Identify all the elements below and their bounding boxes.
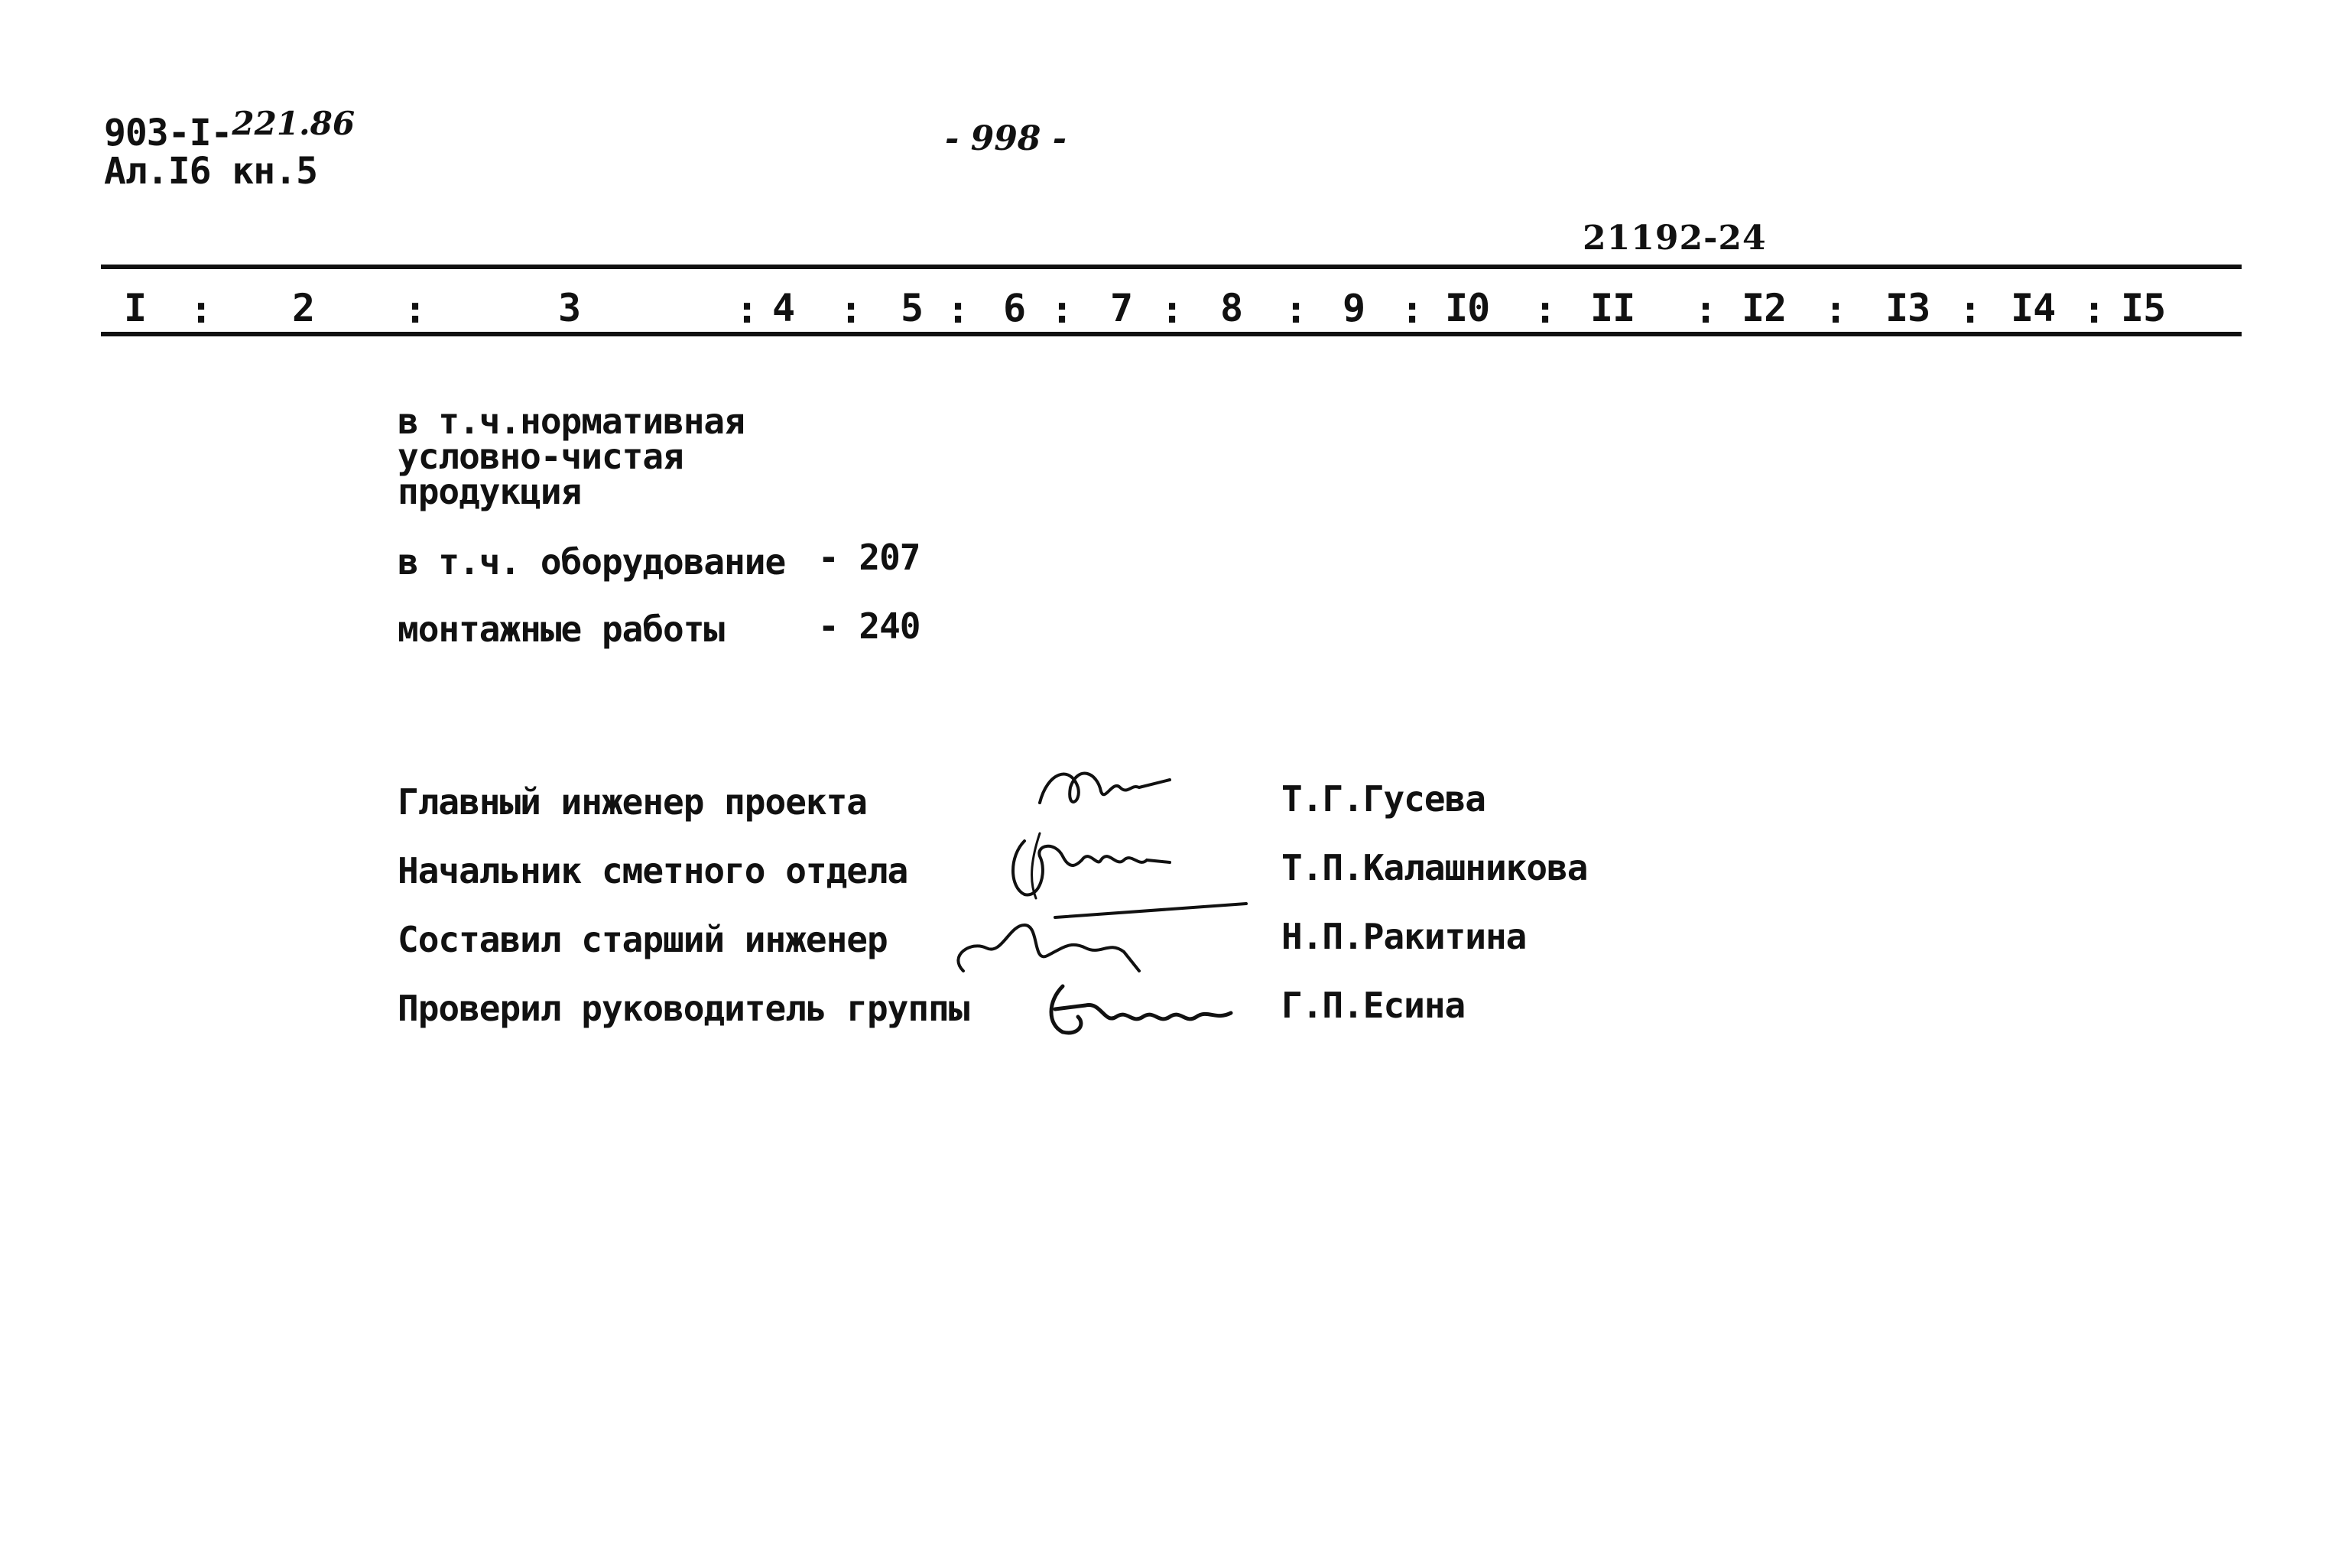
column-number: I2 — [1742, 286, 1787, 330]
column-separator: : — [1534, 287, 1557, 332]
signature-2-drawing — [994, 826, 1223, 902]
series-printed: 903-I- — [104, 112, 232, 154]
column-separator: : — [2083, 287, 2106, 332]
normative-line-1: в т.ч.нормативная — [398, 401, 745, 442]
installation-value: - 240 — [818, 605, 920, 647]
table-header-bottom-rule — [101, 332, 2242, 336]
column-number: 3 — [558, 286, 581, 330]
column-separator: : — [1050, 287, 1073, 332]
column-separator: : — [1161, 287, 1183, 332]
document-code — [104, 105, 356, 154]
signatory-name: Г.П.Есина — [1281, 985, 1466, 1026]
column-number: I5 — [2121, 286, 2166, 330]
signatory-role: Главный инженер проекта — [398, 781, 867, 823]
signature-1-drawing — [1024, 757, 1208, 826]
column-number: 4 — [772, 286, 795, 330]
normative-line-3: продукция — [398, 471, 582, 512]
signatory-name: Т.П.Калашникова — [1281, 847, 1588, 888]
normative-line-2: условно-чистая — [398, 436, 683, 477]
column-number: 8 — [1220, 286, 1243, 330]
signatory-role: Составил старший инженер — [398, 919, 888, 960]
column-separator: : — [1401, 287, 1424, 332]
series-handwritten: 221.86 — [232, 105, 356, 142]
signatory-role: Проверил руководитель группы — [398, 988, 969, 1029]
column-number: I0 — [1445, 286, 1490, 330]
column-number: 5 — [901, 286, 924, 330]
signatory-name: Т.Г.Гусева — [1281, 778, 1485, 820]
table-header-top-rule — [101, 265, 2242, 269]
page-number: - 998 - — [945, 119, 1067, 158]
equipment-label: в т.ч. оборудование — [398, 541, 786, 583]
column-separator: : — [1959, 287, 1982, 332]
column-number: 9 — [1343, 286, 1365, 330]
installation-label: монтажные работы — [398, 609, 725, 650]
signature-2 — [994, 826, 1223, 902]
signature-1 — [1024, 757, 1208, 826]
signature-4 — [1032, 971, 1254, 1047]
column-number: II — [1590, 286, 1635, 330]
equipment-value: - 207 — [818, 537, 920, 578]
handwritten-code: 21192-24 — [1583, 219, 1767, 258]
column-separator: : — [190, 287, 213, 332]
column-separator: : — [1694, 287, 1717, 332]
column-separator: : — [1824, 287, 1847, 332]
column-number: I3 — [1885, 286, 1930, 330]
album-line: Ал.I6 кн.5 — [104, 150, 317, 193]
column-separator: : — [404, 287, 427, 332]
column-separator: : — [735, 287, 758, 332]
column-number: I — [124, 286, 147, 330]
signatory-name: Н.П.Ракитина — [1281, 916, 1527, 957]
column-separator: : — [1284, 287, 1307, 332]
column-number: 7 — [1110, 286, 1133, 330]
column-number: 6 — [1003, 286, 1026, 330]
column-number: 2 — [292, 286, 315, 330]
column-separator: : — [946, 287, 969, 332]
signature-4-drawing — [1032, 971, 1254, 1047]
column-number: I4 — [2011, 286, 2056, 330]
signatory-role: Начальник сметного отдела — [398, 850, 908, 891]
column-separator: : — [839, 287, 862, 332]
